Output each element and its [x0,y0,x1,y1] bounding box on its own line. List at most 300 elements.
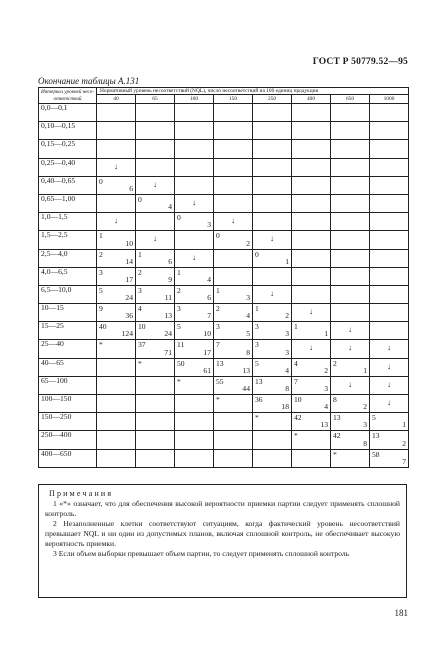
plan-cell [292,140,331,158]
plan-cell [214,231,253,249]
acceptance-number: 3 [138,285,142,295]
plan-cell [175,213,214,231]
interval-cell: 400—650 [39,449,97,467]
sample-size: 4 [168,202,172,212]
plan-cell [253,285,292,303]
plan-cell [292,340,331,358]
sample-size: 8 [363,438,367,448]
plan-cell [370,104,409,122]
plan-cell [370,304,409,322]
plan-cell [136,340,175,358]
sample-size: 5 [246,329,250,339]
nql-column-header: 100 [175,95,214,104]
interval-cell: 1,5—2,5 [39,231,97,249]
plan-cell [136,449,175,467]
plan-cell [214,194,253,212]
arrow-down-icon: ↓ [231,216,235,226]
plan-cell [136,176,175,194]
plan-cell [136,395,175,413]
sample-size: 2 [324,365,328,375]
sample-size: 4 [324,402,328,412]
plan-cell [331,395,370,413]
plan-cell [214,358,253,376]
sample-size: 13 [164,311,172,321]
plan-cell [253,158,292,176]
acceptance-number: 55 [216,376,224,386]
interval-cell: 10—15 [39,304,97,322]
table-row [39,449,409,467]
plan-cell [175,358,214,376]
plan-cell [97,449,136,467]
table-row [39,249,409,267]
acceptance-number: 3 [177,304,181,314]
plan-cell [370,376,409,394]
interval-cell: 0,15—0,25 [39,140,97,158]
plan-cell [214,267,253,285]
table-row [39,140,409,158]
sample-size: 1 [363,365,367,375]
arrow-down-icon: ↓ [153,234,157,244]
plan-cell [253,231,292,249]
plan-cell [97,358,136,376]
plan-cell [136,431,175,449]
arrow-down-icon: ↓ [114,216,118,226]
plan-cell [175,395,214,413]
plan-cell [331,285,370,303]
plan-cell [214,413,253,431]
plan-cell [292,322,331,340]
interval-cell: 150—250 [39,413,97,431]
plan-cell [175,104,214,122]
plan-cell [97,304,136,322]
acceptance-number: 13 [333,413,341,423]
plan-cell [370,395,409,413]
plan-cell [136,322,175,340]
interval-cell: 250—400 [39,431,97,449]
plan-cell [253,104,292,122]
sample-size: 3 [363,420,367,430]
plan-cell [331,413,370,431]
plan-cell [97,194,136,212]
acceptance-number: 40 [99,322,107,332]
plan-cell [175,340,214,358]
interval-cell: 15—25 [39,322,97,340]
table-row [39,267,409,285]
plan-cell [292,122,331,140]
plan-cell [214,322,253,340]
plan-cell [136,285,175,303]
plan-cell [370,122,409,140]
acceptance-number: 9 [99,304,103,314]
plan-cell [214,304,253,322]
plan-cell [97,413,136,431]
note-1: 1 «*» означает, что для обеспечения высокой вероятности приемки партии следует применять сплошной контроль. [45,499,400,518]
acceptance-number: 11 [177,340,185,350]
acceptance-number: 2 [99,249,103,259]
sample-size: 7 [207,311,211,321]
sample-size: 14 [125,256,133,266]
plan-cell [253,376,292,394]
plan-cell [331,122,370,140]
plan-cell [214,213,253,231]
table-row [39,104,409,122]
plan-cell [370,249,409,267]
sample-size: 4 [207,274,211,284]
plan-cell [214,431,253,449]
plan-cell [253,213,292,231]
arrow-down-icon: ↓ [348,343,352,353]
plan-cell [214,104,253,122]
plan-cell [136,376,175,394]
acceptance-number: 5 [255,358,259,368]
plan-cell [331,358,370,376]
plan-cell [331,231,370,249]
plan-cell [253,413,292,431]
plan-cell [175,376,214,394]
acceptance-number: 0 [138,194,142,204]
interval-header: Интервал уровней несо- ответствий [39,88,97,104]
plan-cell [175,122,214,140]
plan-cell [331,194,370,212]
sample-size: 3 [285,329,289,339]
plan-cell [331,140,370,158]
plan-cell [292,213,331,231]
acceptance-number: 7 [216,340,220,350]
sampling-plans-table [38,87,409,468]
plan-cell [214,376,253,394]
plan-cell [253,267,292,285]
acceptance-number: 2 [177,285,181,295]
plan-cell [331,158,370,176]
plan-cell [175,249,214,267]
nql-column-header: 250 [253,95,292,104]
table-row [39,158,409,176]
table-row [39,376,409,394]
arrow-down-icon: ↓ [387,343,391,353]
table-row [39,413,409,431]
table-row [39,322,409,340]
acceptance-number: 13 [216,358,224,368]
interval-cell: 0,10—0,15 [39,122,97,140]
sample-size: 24 [164,329,172,339]
plan-cell [331,249,370,267]
plan-cell [292,431,331,449]
arrow-down-icon: ↓ [348,379,352,389]
plan-cell [97,376,136,394]
plan-cell [292,413,331,431]
plan-cell [253,140,292,158]
table-row [39,285,409,303]
plan-cell [97,431,136,449]
plan-cell [370,176,409,194]
table-row [39,395,409,413]
interval-cell: 25—40 [39,340,97,358]
acceptance-number: 36 [255,395,263,404]
plan-cell [136,194,175,212]
sample-size: 124 [121,329,133,339]
table-row [39,340,409,358]
sample-size: 2 [246,238,250,248]
arrow-down-icon: ↓ [348,325,352,335]
acceptance-number: 10 [294,395,302,404]
plan-cell [292,358,331,376]
plan-cell [253,122,292,140]
plan-cell [214,449,253,467]
plan-cell [370,158,409,176]
acceptance-number: 58 [372,449,380,459]
sample-size: 71 [164,347,172,357]
plan-cell [136,213,175,231]
full-inspection-mark: * [294,431,298,441]
acceptance-number: 4 [294,358,298,368]
sample-size: 1 [285,256,289,266]
sample-size: 8 [246,347,250,357]
sample-size: 6 [168,256,172,266]
plan-cell [331,376,370,394]
plan-cell [175,194,214,212]
sample-size: 2 [402,438,406,448]
plan-cell [292,395,331,413]
acceptance-number: 3 [255,322,259,332]
sample-size: 36 [125,311,133,321]
acceptance-number: 1 [294,322,298,332]
sample-size: 11 [164,293,172,303]
interval-cell: 40—65 [39,358,97,376]
plan-cell [331,176,370,194]
acceptance-number: 2 [333,358,337,368]
plan-cell [175,176,214,194]
sample-size: 44 [242,384,250,393]
plan-cell [253,431,292,449]
plan-cell [370,322,409,340]
plan-cell [292,104,331,122]
acceptance-number: 42 [333,431,341,441]
plan-cell [175,304,214,322]
interval-cell: 100—150 [39,395,97,413]
sample-size: 13 [320,420,328,430]
plan-cell [253,449,292,467]
plan-cell [370,431,409,449]
plan-cell [175,322,214,340]
plan-cell [370,194,409,212]
plan-cell [370,340,409,358]
acceptance-number: 13 [372,431,380,441]
full-inspection-mark: * [99,340,103,350]
arrow-down-icon: ↓ [387,361,391,371]
arrow-down-icon: ↓ [153,179,157,189]
note-3: 3 Если объем выборки превышает объем партии, то следует применять сплошной контроль [53,549,350,558]
acceptance-number: 37 [138,340,146,350]
plan-cell [370,449,409,467]
interval-cell: 4,0—6,5 [39,267,97,285]
acceptance-number: 1 [177,267,181,277]
table-row [39,358,409,376]
interval-cell: 1,0—1,5 [39,213,97,231]
acceptance-number: 0 [255,249,259,259]
plan-cell [175,158,214,176]
notes-box [38,484,407,598]
nql-column-header: 650 [331,95,370,104]
page-number: 181 [394,608,408,618]
plan-cell [253,194,292,212]
sample-size: 13 [242,365,250,375]
sample-size: 6 [207,293,211,303]
sample-size: 8 [285,384,289,393]
plan-cell [214,285,253,303]
plan-cell [97,158,136,176]
sample-size: 3 [207,220,211,230]
nql-column-header: 65 [136,95,175,104]
plan-cell [370,267,409,285]
plan-cell [253,249,292,267]
plan-cell [370,285,409,303]
plan-cell [214,176,253,194]
full-inspection-mark: * [255,413,259,423]
acceptance-number: 42 [294,413,302,423]
plan-cell [175,285,214,303]
sample-size: 3 [324,384,328,393]
table-row [39,231,409,249]
plan-cell [370,213,409,231]
sample-size: 17 [203,347,211,357]
acceptance-number: 1 [216,285,220,295]
acceptance-number: 4 [138,304,142,314]
acceptance-number: 10 [138,322,146,332]
plan-cell [292,231,331,249]
sample-size: 10 [203,329,211,339]
acceptance-number: 0 [99,176,103,186]
plan-cell [136,358,175,376]
plan-cell [370,358,409,376]
interval-cell: 0,0—0,1 [39,104,97,122]
full-inspection-mark: * [177,376,181,386]
acceptance-number: 5 [99,285,103,295]
sample-size: 2 [363,402,367,412]
plan-cell [136,267,175,285]
interval-cell: 0,65—1,00 [39,194,97,212]
table-row [39,176,409,194]
full-inspection-mark: * [333,449,337,459]
notes-heading: Примечания [49,489,114,498]
plan-cell [253,176,292,194]
acceptance-number: 2 [216,304,220,314]
interval-cell: 65—100 [39,376,97,394]
plan-cell [214,158,253,176]
plan-cell [97,176,136,194]
acceptance-number: 1 [99,231,103,241]
acceptance-number: 1 [255,304,259,314]
plan-cell [331,340,370,358]
plan-cell [253,322,292,340]
plan-cell [214,249,253,267]
plan-cell [97,140,136,158]
nql-header: Нормативный уровень несоответствий (NQL), число несоответствий на 100 единиц продукции [97,88,409,95]
sample-size: 9 [168,274,172,284]
plan-cell [136,304,175,322]
acceptance-number: 0 [177,213,181,223]
interval-cell: 0,40—0,65 [39,176,97,194]
arrow-down-icon: ↓ [387,398,391,407]
note-2: 2 Незаполненные клетки соответствуют ситуациям, когда фактический уровень несоответствий превышает NQL и ни один из допустимых планов, включая сплошной контроль, не обеспечивает высокую вероятность приемки. [45,519,400,548]
standard-header: ГОСТ Р 50779.52—95 [312,57,408,67]
plan-cell [253,304,292,322]
acceptance-number: 50 [177,358,185,368]
arrow-down-icon: ↓ [270,288,274,298]
plan-cell [136,158,175,176]
sample-size: 10 [125,238,133,248]
plan-cell [292,376,331,394]
plan-cell [136,249,175,267]
nql-column-header: 40 [97,95,136,104]
sample-size: 24 [125,293,133,303]
acceptance-number: 2 [138,267,142,277]
plan-cell [97,395,136,413]
plan-cell [331,267,370,285]
acceptance-number: 8 [333,395,337,404]
acceptance-number: 3 [255,340,259,350]
sample-size: 1 [402,420,406,430]
acceptance-number: 3 [99,267,103,277]
acceptance-number: 7 [294,376,298,386]
acceptance-number: 5 [372,413,376,423]
plan-cell [253,340,292,358]
plan-cell [331,213,370,231]
plan-cell [331,431,370,449]
sample-size: 2 [285,311,289,321]
sample-size: 61 [203,365,211,375]
full-inspection-mark: * [138,358,142,368]
arrow-down-icon: ↓ [387,379,391,389]
plan-cell [370,140,409,158]
plan-cell [214,395,253,413]
sample-size: 7 [402,456,406,466]
plan-cell [97,213,136,231]
plan-cell [253,358,292,376]
nql-column-header: 400 [292,95,331,104]
plan-cell [292,285,331,303]
interval-cell: 6,5—10,0 [39,285,97,303]
plan-cell [214,340,253,358]
plan-cell [370,413,409,431]
plan-cell [97,285,136,303]
acceptance-number: 13 [255,376,263,386]
plan-cell [175,431,214,449]
nql-column-header: 1000 [370,95,409,104]
plan-cell [175,413,214,431]
plan-cell [136,140,175,158]
sample-size: 3 [285,347,289,357]
plan-cell [292,304,331,322]
sample-size: 4 [246,311,250,321]
plan-cell [97,104,136,122]
acceptance-number: 3 [216,322,220,332]
plan-cell [370,231,409,249]
arrow-down-icon: ↓ [192,197,196,207]
acceptance-number: 5 [177,322,181,332]
sample-size: 17 [125,274,133,284]
plan-cell [136,413,175,431]
plan-cell [175,140,214,158]
plan-cell [97,267,136,285]
table-row [39,122,409,140]
table-row [39,194,409,212]
plan-cell [97,249,136,267]
plan-cell [175,267,214,285]
plan-cell [97,340,136,358]
acceptance-number: 0 [216,231,220,241]
table-row [39,304,409,322]
plan-cell [331,104,370,122]
